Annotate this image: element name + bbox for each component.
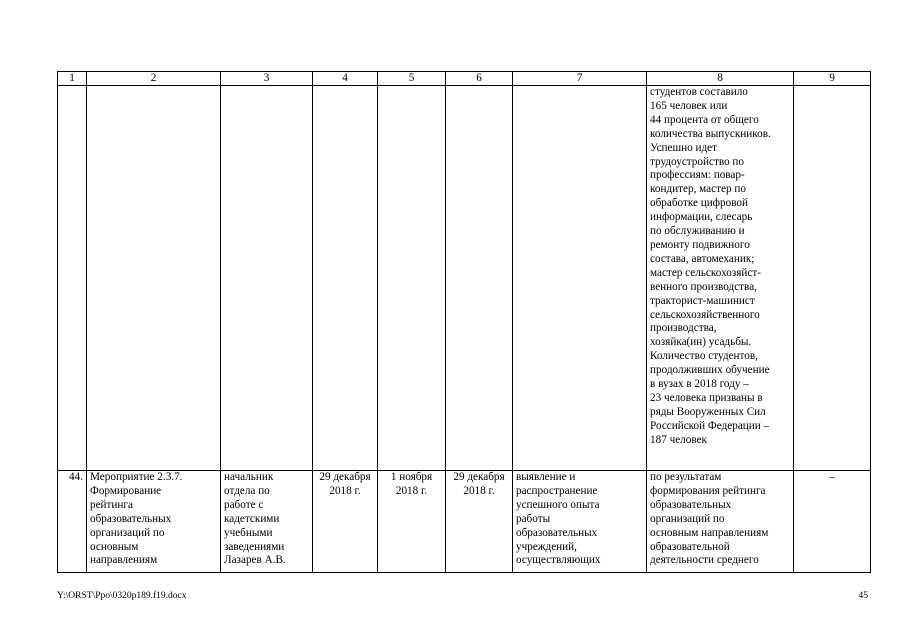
col-header-8: 8 [647,72,794,86]
col-header-1: 1 [58,72,87,86]
col-header-3: 3 [221,72,313,86]
responsible-cell [221,86,313,471]
col-header-9: 9 [794,72,871,86]
header-row [58,72,871,86]
activity-cell: Мероприятие 2.3.7. Формирование рейтинга образовательных организаций по основным направлениям [87,471,221,573]
start-date-cell: 1 ноября 2018 г. [378,471,446,573]
end-date-cell [446,86,513,471]
row-number-cell [58,86,87,471]
row-number-cell: 44. [58,471,87,573]
activity-cell [87,86,221,471]
responsible-cell: начальник отдела по работе с кадетскими учебными заведениями Лазарев А.В. [221,471,313,573]
col-header-5: 5 [378,72,446,86]
col-header-7: 7 [513,72,647,86]
actual-result-cell: студентов составило 165 человек или 44 процента от общего количества выпускников. Успешно идет трудоустройство по профессиям: повар- кондитер, мастер по обработке цифровой информации, слесарь по обслуживанию и ремонту подвижного состава, автомеханик; мастер сельскохозяйст- венного производства, тракторист-машинист сельскохозяйственного производства, хозяйка(ин) усадьбы. Количество студентов, продолживших обучение в вузах в 2018 году – 23 человека призваны в ряды Вооруженных Сил Российской Федерации – 187 человек [647,86,794,471]
notes-cell: – [794,471,871,573]
footer-file-path: Y:\ORST\Ppo\0320p189.f19.docx [57,591,187,601]
table-row-44 [58,471,871,573]
notes-cell [794,86,871,471]
planned-date-cell [313,86,378,471]
end-date-cell: 29 декабря 2018 г. [446,471,513,573]
table-row-continued [58,86,871,471]
expected-result-cell: выявление и распространение успешного опыта работы образовательных учреждений, осуществляющих [513,471,647,573]
footer-page-number: 45 [858,591,868,601]
col-header-6: 6 [446,72,513,86]
actual-result-cell: по результатам формирования рейтинга образовательных организаций по основным направлениям образовательной деятельности среднего [647,471,794,573]
col-header-4: 4 [313,72,378,86]
col-header-2: 2 [87,72,221,86]
expected-result-cell [513,86,647,471]
plan-table [57,71,871,573]
planned-date-cell: 29 декабря 2018 г. [313,471,378,573]
start-date-cell [378,86,446,471]
